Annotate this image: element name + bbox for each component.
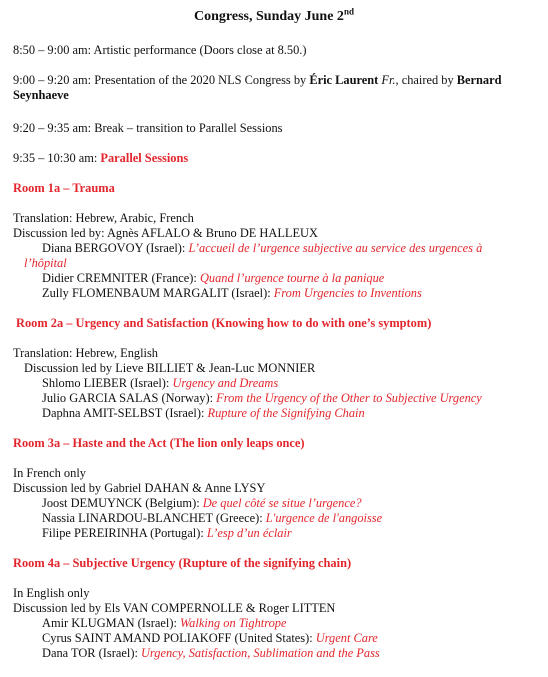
talk-speaker: Nassia LINARDOU-BLANCHET (Greece): (42, 511, 266, 525)
room-info: Translation: Hebrew, English (13, 346, 159, 360)
presenter-country: Fr. (378, 73, 396, 87)
page-title-text: Congress, Sunday June 2 (194, 9, 344, 24)
talk-item (42, 406, 365, 421)
room-discussion: Discussion led by: Agnès AFLALO & Bruno DE HALLEUX (13, 226, 318, 240)
room-info: In French only (13, 466, 86, 480)
schedule-text: Presentation of the 2020 NLS Congress by (94, 73, 310, 87)
talk-speaker: Cyrus SAINT AMAND POLIAKOFF (United States): (42, 631, 316, 645)
schedule-item-break (13, 121, 282, 136)
talk-speaker: Dana TOR (Israel): (42, 646, 141, 660)
schedule-time: 9:20 – 9:35 am: (13, 121, 95, 135)
talk-item (42, 376, 278, 391)
talk-speaker: Joost DEMUYNCK (Belgium): (42, 496, 203, 510)
talk-item (42, 616, 286, 631)
talk-title: L'urgence de l'angoisse (265, 511, 383, 525)
talk-item (42, 511, 382, 526)
talk-speaker: Daphna AMIT-SELBST (Israel): (42, 406, 208, 420)
talk-title: L’esp d’un éclair (206, 526, 292, 540)
talk-title: From the Urgency of the Other to Subjective Urgency (216, 391, 482, 405)
page-title (0, 8, 548, 26)
talk-item (42, 391, 482, 406)
schedule-text: Break – transition to Parallel Sessions (94, 121, 283, 135)
talk-speaker: Amir KLUGMAN (Israel): (42, 616, 180, 630)
talk-title: Walking on Tightrope (180, 616, 287, 630)
schedule-time: 9:00 – 9:20 am: (13, 73, 95, 87)
talk-item (42, 631, 378, 646)
talk-title-continued: l’hôpital (24, 256, 67, 270)
talk-title: Urgency and Dreams (172, 376, 279, 390)
talk-title: Urgency, Satisfaction, Sublimation and the Pass (140, 646, 380, 660)
talk-item (42, 526, 292, 541)
talk-speaker: Shlomo LIEBER (Israel): (42, 376, 173, 390)
room-heading-4a: Room 4a – Subjective Urgency (Rupture of the signifying chain) (13, 556, 352, 570)
schedule-item-performance (13, 43, 307, 58)
schedule-item-parallel (13, 151, 188, 166)
schedule-time: 9:35 – 10:30 am: (13, 151, 101, 165)
talk-title: Urgent Care (315, 631, 378, 645)
talk-item (42, 286, 422, 301)
chair-name: Bernard Seynhaeve (13, 73, 502, 102)
talk-title: De quel côté se situe l’urgence? (202, 496, 362, 510)
room-heading-1a: Room 1a – Trauma (13, 181, 115, 195)
schedule-text: , chaired by (395, 73, 457, 87)
room-discussion: Discussion led by Els VAN COMPERNOLLE & Roger LITTEN (13, 601, 336, 615)
room-discussion: Discussion led by Gabriel DAHAN & Anne LYSY (13, 481, 266, 495)
talk-speaker: Didier CREMNITER (France): (42, 271, 200, 285)
schedule-time: 8:50 – 9:00 am: (13, 43, 94, 57)
talk-speaker: Diana BERGOVOY (Israel): (42, 241, 189, 255)
room-heading-3a: Room 3a – Haste and the Act (The lion only leaps once) (13, 436, 305, 450)
talk-speaker: Julio GARCIA SALAS (Norway): (42, 391, 217, 405)
room-info: In English only (13, 586, 90, 600)
schedule-item-presentation (13, 73, 538, 103)
room-discussion: Discussion led by Lieve BILLIET & Jean-Luc MONNIER (24, 361, 316, 375)
talk-speaker: Zully FLOMENBAUM MARGALIT (Israel): (42, 286, 274, 300)
talk-item (42, 496, 362, 511)
talk-title: From Urgencies to Inventions (273, 286, 422, 300)
room-heading-2a: Room 2a – Urgency and Satisfaction (Knowing how to do with one’s symptom) (16, 316, 432, 330)
presenter-name: Éric Laurent (309, 73, 379, 87)
talk-title: Quand l’urgence tourne à la panique (199, 271, 385, 285)
talk-speaker: Filipe PEREIRINHA (Portugal): (42, 526, 207, 540)
schedule-text: Artistic performance (Doors close at 8.50.) (93, 43, 307, 57)
talk-item (42, 646, 380, 661)
room-info: Translation: Hebrew, Arabic, French (13, 211, 194, 225)
schedule-highlight: Parallel Sessions (100, 151, 189, 165)
talk-title: L’accueil de l’urgence subjective au service des urgences à (188, 241, 483, 255)
talk-item (42, 241, 482, 256)
talk-item (42, 271, 384, 286)
talk-title: Rupture of the Signifying Chain (207, 406, 365, 420)
page-title-ordinal: nd (343, 6, 354, 17)
